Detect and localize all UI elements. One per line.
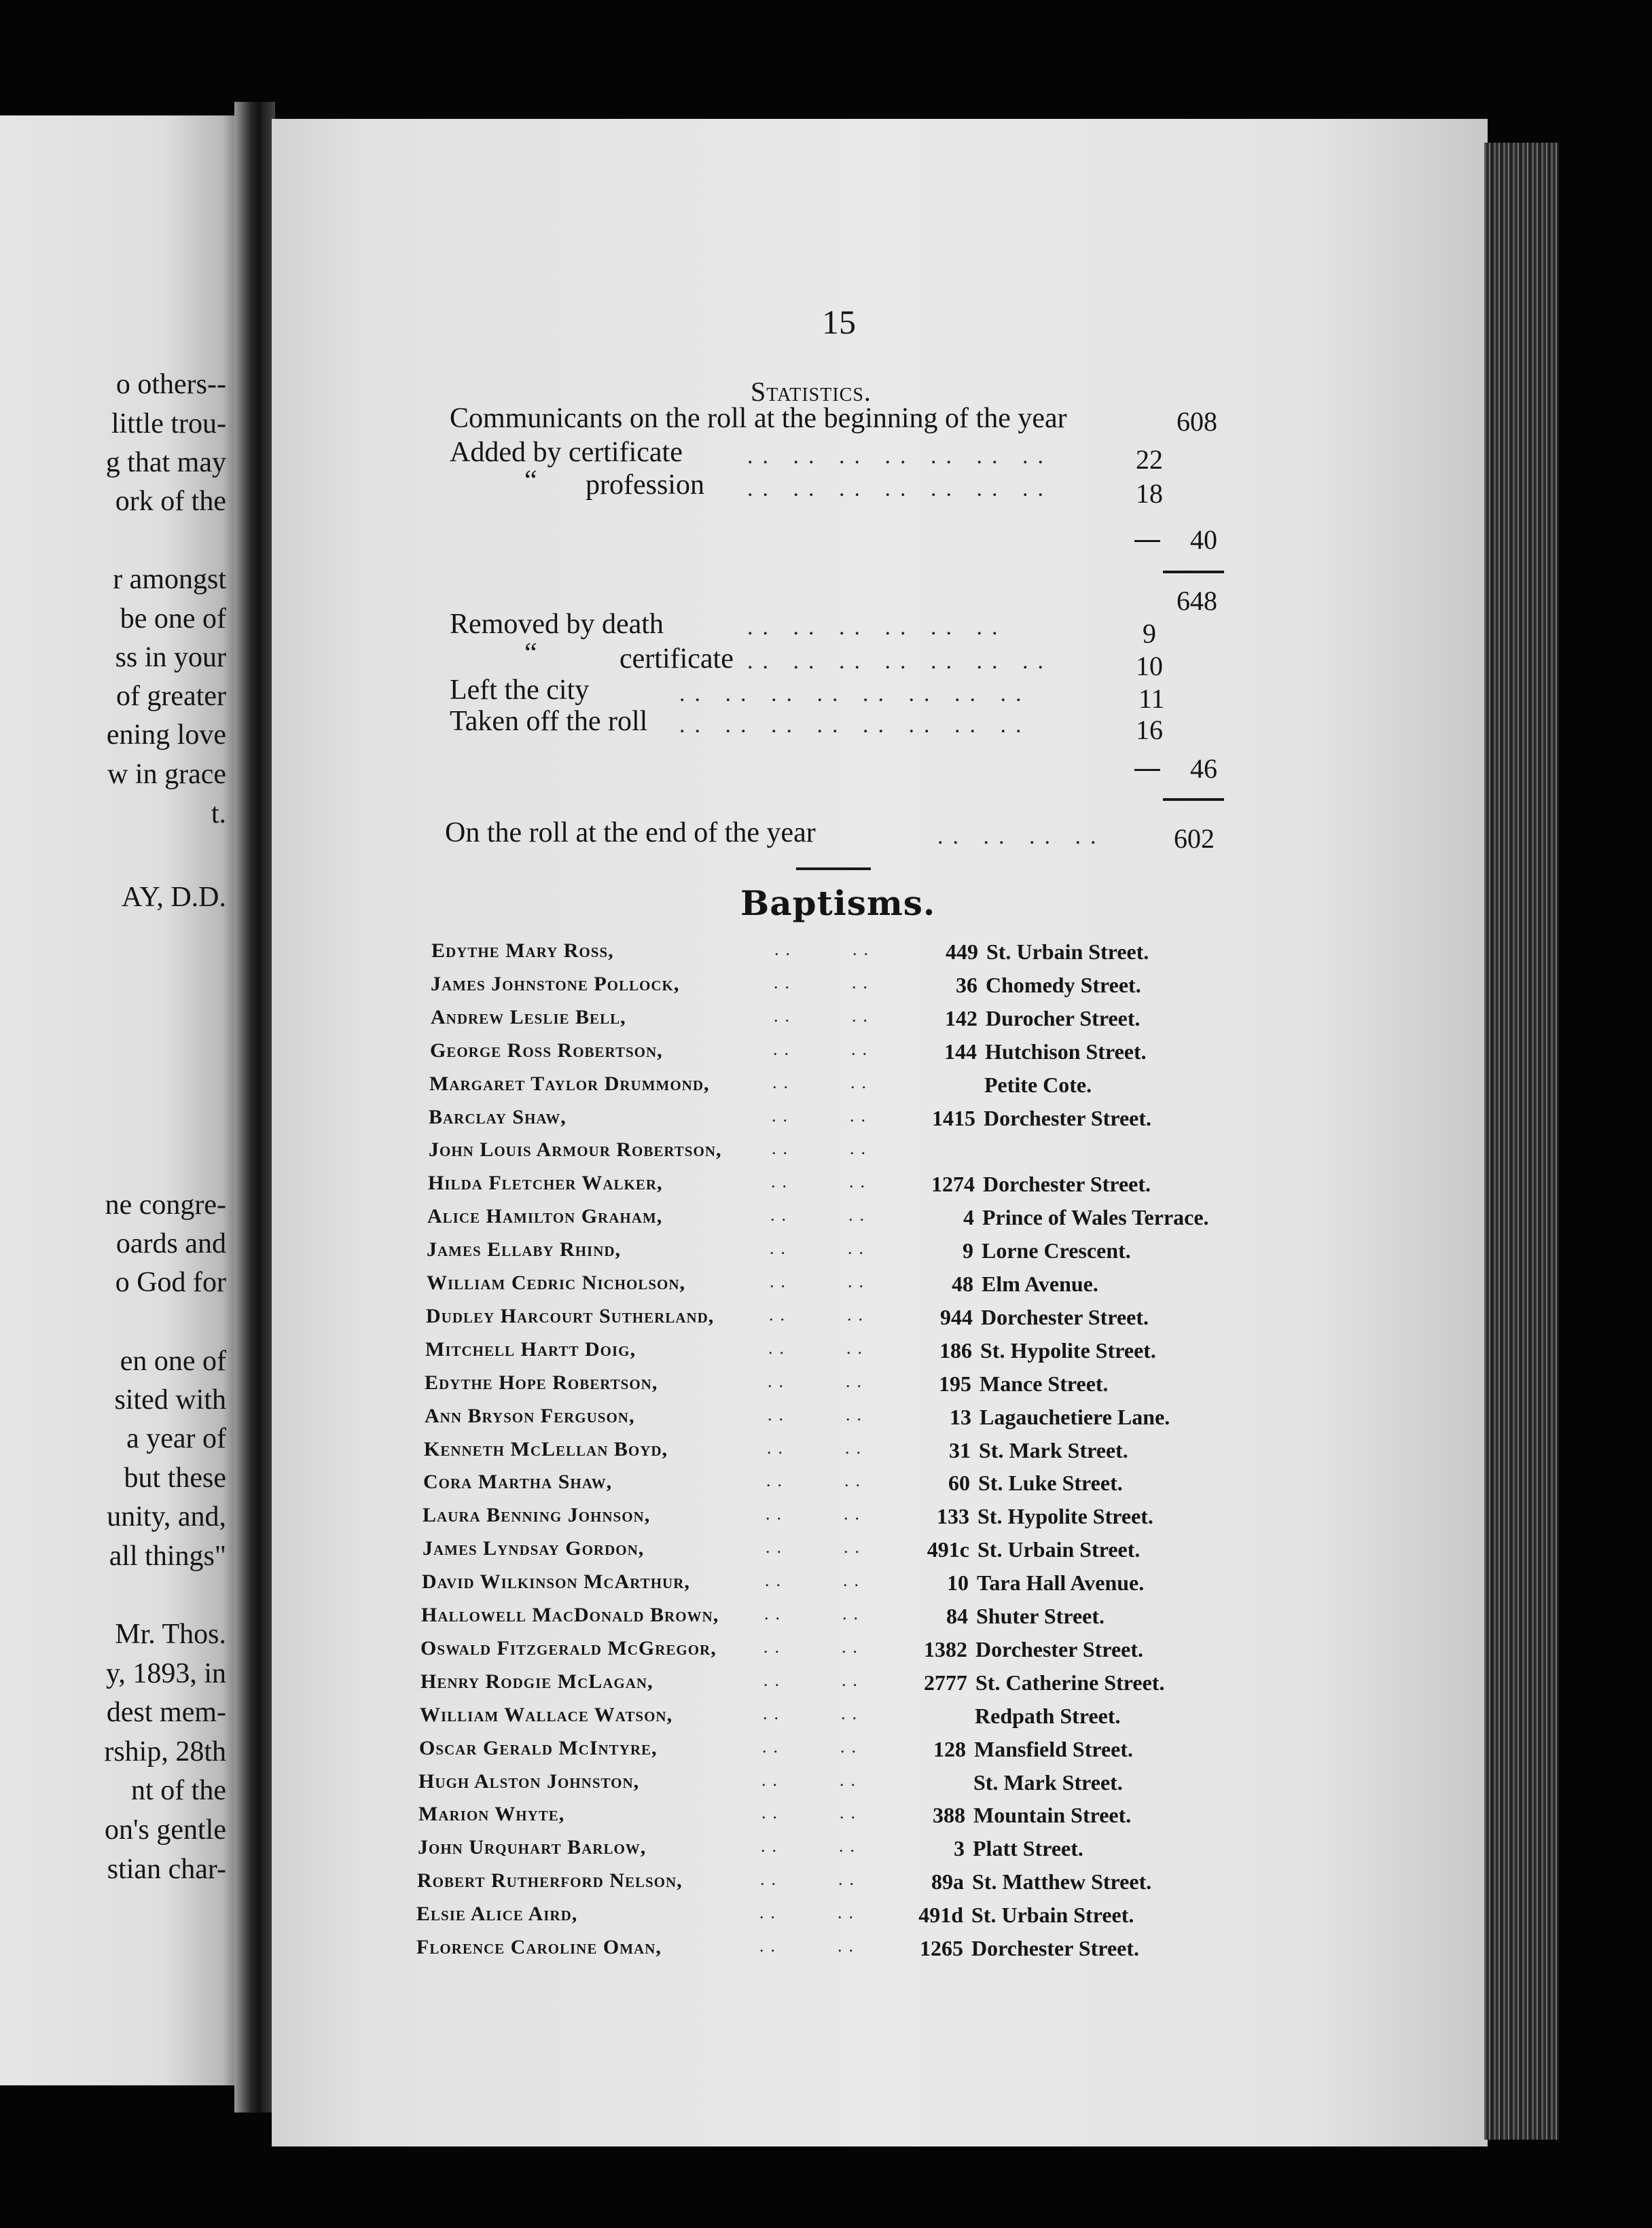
- leader-dots: ..: [838, 1936, 860, 1956]
- leader-dots: ..: [761, 1770, 784, 1790]
- leader-dots: ..: [766, 1471, 789, 1490]
- leader-dots: ..: [761, 1836, 783, 1856]
- house-number: 13: [950, 1405, 971, 1429]
- left-page-line: t.: [211, 798, 226, 829]
- left-page-line: of greater: [115, 681, 226, 712]
- baptisms-title: Baptisms.: [740, 883, 936, 923]
- left-page-line: nt of the: [131, 1775, 226, 1806]
- street-address: Tara Hall Avenue.: [977, 1570, 1145, 1595]
- leader-dots: ..: [770, 1238, 792, 1258]
- baptism-row: [272, 1537, 1488, 1570]
- baptism-name: William Cedric Nicholson,: [427, 1272, 686, 1294]
- leader-dots: ..: [769, 1305, 791, 1325]
- baptism-name: Henry Rodgie McLagan,: [420, 1670, 653, 1693]
- left-city-value: 11: [1138, 683, 1165, 714]
- baptism-name: Oswald Fitzgerald McGregor,: [420, 1637, 717, 1659]
- leader-dots: ..: [845, 1438, 867, 1458]
- house-number: 48: [952, 1272, 973, 1296]
- left-page-line: a year of: [126, 1423, 226, 1454]
- house-number: 195: [939, 1371, 971, 1396]
- leader-dots: ..: [768, 1371, 790, 1391]
- house-number: 142: [945, 1006, 977, 1030]
- leader-dots: .. .. .. .. .. ..: [747, 615, 1007, 640]
- leader-dots: ..: [772, 1073, 795, 1092]
- leader-dots: ..: [852, 939, 875, 959]
- leader-dots: ..: [844, 1537, 866, 1557]
- leader-dots: ..: [774, 1006, 796, 1026]
- baptism-row: [272, 973, 1488, 1005]
- leader-dots: ..: [852, 973, 874, 992]
- street-address: St. Luke Street.: [978, 1471, 1123, 1495]
- leader-dots: ..: [774, 939, 797, 959]
- leader-dots: ..: [840, 1770, 862, 1790]
- street-address: Dorchester Street.: [975, 1637, 1144, 1661]
- street-address: Elm Avenue.: [982, 1272, 1098, 1296]
- street-address: Dorchester Street.: [981, 1305, 1149, 1329]
- baptism-name: Margaret Taylor Drummond,: [429, 1073, 710, 1095]
- leader-dots: ..: [762, 1737, 785, 1757]
- baptism-name: Hugh Alston Johnston,: [418, 1770, 640, 1793]
- left-page-line: g that may: [105, 447, 226, 478]
- street-address: Mountain Street.: [973, 1803, 1132, 1827]
- baptism-row: [272, 1670, 1488, 1703]
- leader-dots: ..: [852, 1006, 874, 1026]
- street-address: Shuter Street.: [976, 1604, 1105, 1628]
- street-address: St. Hypolite Street.: [977, 1504, 1153, 1528]
- baptism-name: Edythe Hope Robertson,: [425, 1371, 658, 1394]
- leader-dots: ..: [849, 1172, 872, 1191]
- left-page-line: but these: [124, 1462, 226, 1494]
- leader-dots: ..: [771, 1172, 793, 1191]
- street-address: Dorchester Street.: [984, 1106, 1152, 1130]
- street-address: Redpath Street.: [975, 1704, 1121, 1728]
- baptism-row: [272, 939, 1488, 972]
- house-number: 491c: [927, 1537, 969, 1562]
- house-number: 9: [963, 1238, 973, 1263]
- street-address: St. Hypolite Street.: [980, 1338, 1156, 1363]
- house-number: 186: [939, 1338, 972, 1363]
- removed-total: 46: [1190, 753, 1217, 784]
- removed-death-value: 9: [1143, 618, 1156, 649]
- leader-dots: .. .. .. .. .. .. .. ..: [679, 713, 1031, 738]
- baptism-row: [272, 1903, 1488, 1935]
- leader-dots: ..: [764, 1637, 786, 1657]
- left-page-text: [0, 115, 234, 2085]
- sum-rule: [1163, 798, 1224, 801]
- left-page-line: stian char-: [107, 1854, 226, 1885]
- house-number: 84: [946, 1604, 968, 1628]
- street-address: Lagauchetiere Lane.: [980, 1405, 1170, 1429]
- baptism-row: [272, 1438, 1488, 1471]
- street-address: St. Urbain Street.: [971, 1903, 1134, 1927]
- leader-dots: ..: [838, 1903, 860, 1922]
- house-number: 388: [933, 1803, 965, 1827]
- baptism-row: [272, 1836, 1488, 1869]
- removed-certificate-value: 10: [1136, 651, 1163, 681]
- baptism-name: Cora Martha Shaw,: [423, 1471, 613, 1493]
- baptism-row: [272, 1704, 1488, 1736]
- street-address: Lorne Crescent.: [982, 1238, 1131, 1263]
- baptism-row: [272, 1272, 1488, 1304]
- added-certificate-value: 22: [1136, 444, 1163, 475]
- baptism-row: [272, 1305, 1488, 1337]
- house-number: 491d: [918, 1903, 963, 1927]
- house-number: 944: [940, 1305, 973, 1329]
- subtotal: 648: [1177, 586, 1217, 616]
- baptism-name: William Wallace Watson,: [420, 1704, 673, 1726]
- ditto-mark: “: [524, 638, 537, 669]
- street-address: St. Catherine Street.: [975, 1670, 1165, 1695]
- leader-dots: .. .. .. .. .. .. ..: [747, 649, 1053, 674]
- baptism-row: [272, 1172, 1488, 1204]
- baptism-name: Kenneth McLellan Boyd,: [424, 1438, 668, 1460]
- leader-dots: ..: [773, 1039, 795, 1059]
- left-page-line: all things": [109, 1541, 226, 1572]
- removed-certificate-label: certificate: [620, 643, 734, 675]
- leader-dots: .. .. .. .. .. .. ..: [747, 476, 1053, 501]
- baptism-row: [272, 1006, 1488, 1039]
- street-address: Chomedy Street.: [986, 973, 1141, 997]
- baptism-name: Hilda Fletcher Walker,: [428, 1172, 663, 1194]
- leader-dots: .. .. .. .. .. .. .. ..: [679, 681, 1031, 706]
- left-page-line: dest mem-: [106, 1697, 226, 1728]
- leader-dots: ..: [840, 1737, 863, 1757]
- street-address: Dorchester Street.: [983, 1172, 1151, 1196]
- baptism-row: [272, 1138, 1488, 1171]
- street-address: Hutchison Street.: [985, 1039, 1147, 1064]
- left-page-line: r amongst: [113, 564, 226, 595]
- baptism-row: [272, 1106, 1488, 1138]
- leader-dots: ..: [770, 1205, 793, 1225]
- baptism-name: Oscar Gerald McIntyre,: [419, 1737, 658, 1759]
- left-page-line: ss in your: [115, 642, 226, 673]
- leader-dots: ..: [766, 1537, 788, 1557]
- leader-dots: ..: [850, 1138, 872, 1158]
- house-number: 4: [963, 1205, 974, 1229]
- leader-dots: ..: [759, 1936, 782, 1956]
- leader-dots: ..: [839, 1836, 861, 1856]
- leader-dots: ..: [848, 1238, 870, 1258]
- taken-off-label: Taken off the roll: [450, 706, 648, 737]
- end-label: On the roll at the end of the year: [445, 817, 816, 848]
- leader-dots: ..: [848, 1272, 870, 1291]
- left-page-line: AY, D.D.: [121, 882, 226, 913]
- house-number: 36: [956, 973, 977, 997]
- left-page-line: o others--: [115, 369, 226, 400]
- baptism-name: John Urquhart Barlow,: [418, 1836, 647, 1858]
- leader-dots: ..: [840, 1803, 862, 1822]
- leader-dots: ..: [847, 1305, 869, 1325]
- left-page-line: be one of: [120, 603, 226, 634]
- baptism-row: [272, 1570, 1488, 1603]
- street-address: Platt Street.: [973, 1836, 1083, 1861]
- leader-dots: ..: [764, 1604, 787, 1623]
- added-certificate-label: Added by certificate: [450, 437, 683, 468]
- baptism-name: Dudley Harcourt Sutherland,: [426, 1305, 715, 1327]
- leader-dots: ..: [846, 1338, 869, 1358]
- baptism-name: John Louis Armour Robertson,: [429, 1138, 722, 1161]
- baptism-name: Mitchell Hartt Doig,: [425, 1338, 636, 1361]
- street-address: Mance Street.: [980, 1371, 1109, 1396]
- leader-dots: ..: [841, 1704, 863, 1723]
- leader-dots: ..: [761, 1803, 784, 1822]
- street-address: Petite Cote.: [984, 1073, 1092, 1097]
- baptism-name: James Johnstone Pollock,: [431, 973, 680, 995]
- baptism-name: Andrew Leslie Bell,: [431, 1006, 626, 1028]
- house-number: 133: [937, 1504, 969, 1528]
- street-address: Durocher Street.: [986, 1006, 1141, 1030]
- leader-dots: ..: [842, 1670, 864, 1690]
- leader-dots: .. .. .. ..: [937, 824, 1106, 849]
- baptism-row: [272, 1073, 1488, 1105]
- baptism-name: Marion Whyte,: [418, 1803, 565, 1825]
- leader-dots: ..: [768, 1405, 790, 1424]
- house-number: 89a: [931, 1869, 964, 1894]
- left-page-line: Mr. Thos.: [115, 1619, 226, 1650]
- page-number: 15: [822, 303, 856, 341]
- baptism-row: [272, 1371, 1488, 1404]
- taken-off-value: 16: [1136, 715, 1163, 745]
- house-number: 3: [954, 1836, 965, 1861]
- communicants-value: 608: [1177, 406, 1217, 437]
- left-page-line: on's gentle: [104, 1814, 226, 1846]
- baptism-name: Barclay Shaw,: [429, 1106, 567, 1128]
- baptism-name: James Lyndsay Gordon,: [423, 1537, 645, 1560]
- leader-dots: ..: [772, 1106, 794, 1126]
- house-number: 128: [933, 1737, 966, 1761]
- sum-rule: [1163, 571, 1224, 573]
- house-number: 10: [947, 1570, 969, 1595]
- baptism-name: Florence Caroline Oman,: [416, 1936, 662, 1958]
- leader-dots: ..: [850, 1106, 872, 1126]
- baptism-row: [272, 1770, 1488, 1803]
- leader-dots: ..: [768, 1338, 791, 1358]
- leader-dots: ..: [760, 1869, 783, 1889]
- statistics-title: Statistics.: [751, 376, 872, 407]
- house-number: 144: [944, 1039, 977, 1064]
- book-gutter: [234, 102, 275, 2113]
- left-page-line: unity, and,: [107, 1501, 226, 1532]
- street-address: Mansfield Street.: [974, 1737, 1134, 1761]
- baptism-row: [272, 1205, 1488, 1238]
- house-number: 1265: [920, 1936, 963, 1960]
- street-address: St. Urbain Street.: [977, 1537, 1141, 1562]
- baptism-name: George Ross Robertson,: [430, 1039, 663, 1062]
- right-page: [272, 119, 1488, 2146]
- house-number: 31: [949, 1438, 971, 1462]
- left-page-line: little trou-: [111, 408, 226, 439]
- baptism-row: [272, 1637, 1488, 1670]
- baptism-row: [272, 1803, 1488, 1835]
- baptism-name: Hallowell MacDonald Brown,: [421, 1604, 719, 1626]
- left-page-line: sited with: [114, 1384, 226, 1416]
- house-number: 2777: [924, 1670, 967, 1695]
- removed-death-label: Removed by death: [450, 609, 664, 640]
- leader-dots: ..: [764, 1670, 786, 1690]
- baptism-name: James Ellaby Rhind,: [427, 1238, 622, 1261]
- added-profession-value: 18: [1136, 478, 1163, 509]
- leader-dots: ..: [846, 1371, 868, 1391]
- baptism-row: [272, 1405, 1488, 1437]
- baptism-name: Ann Bryson Ferguson,: [425, 1405, 635, 1427]
- baptism-row: [272, 1238, 1488, 1271]
- baptism-row: [272, 1869, 1488, 1902]
- baptism-row: [272, 1504, 1488, 1537]
- street-address: Prince of Wales Terrace.: [982, 1205, 1209, 1229]
- baptism-row: [272, 1936, 1488, 1969]
- leader-dots: ..: [767, 1438, 789, 1458]
- house-number: 1382: [924, 1637, 967, 1661]
- baptism-row: [272, 1604, 1488, 1636]
- baptism-name: Robert Rutherford Nelson,: [417, 1869, 683, 1892]
- left-page-line: ork of the: [115, 486, 226, 517]
- street-address: Dorchester Street.: [971, 1936, 1140, 1960]
- leader-dots: ..: [844, 1471, 867, 1490]
- left-page-line: ne congre-: [105, 1189, 226, 1221]
- left-city-label: Left the city: [450, 675, 590, 706]
- house-number: 1274: [931, 1172, 975, 1196]
- left-page-line: o God for: [115, 1267, 226, 1298]
- end-value: 602: [1174, 823, 1215, 854]
- leader-dots: ..: [843, 1570, 865, 1590]
- page-edges: [1484, 143, 1559, 2140]
- section-rule: [796, 867, 871, 870]
- baptism-name: Elsie Alice Aird,: [416, 1903, 578, 1925]
- street-address: St. Urbain Street.: [986, 939, 1149, 964]
- added-profession-label: profession: [586, 469, 704, 501]
- left-page-line: w in grace: [107, 759, 226, 790]
- baptism-row: [272, 1338, 1488, 1371]
- left-page-line: oards and: [115, 1228, 226, 1259]
- house-number: 449: [946, 939, 978, 964]
- baptism-name: David Wilkinson McArthur,: [422, 1570, 690, 1593]
- left-page-line: y, 1893, in: [106, 1658, 226, 1689]
- leader-dots: ..: [838, 1869, 861, 1889]
- dash: [1134, 540, 1160, 542]
- left-page-line: ening love: [106, 719, 226, 751]
- baptism-row: [272, 1737, 1488, 1769]
- leader-dots: ..: [842, 1637, 864, 1657]
- ditto-mark: “: [524, 465, 537, 497]
- baptism-row: [272, 1471, 1488, 1503]
- street-address: St. Matthew Street.: [972, 1869, 1152, 1894]
- leader-dots: ..: [772, 1138, 794, 1158]
- house-number: 60: [948, 1471, 970, 1495]
- leader-dots: ..: [842, 1604, 865, 1623]
- leader-dots: ..: [765, 1570, 787, 1590]
- street-address: St. Mark Street.: [973, 1770, 1123, 1795]
- leader-dots: ..: [766, 1504, 788, 1524]
- left-page-line: rship, 28th: [104, 1736, 226, 1767]
- added-total: 40: [1190, 524, 1217, 555]
- leader-dots: ..: [851, 1039, 874, 1059]
- leader-dots: ..: [759, 1903, 782, 1922]
- leader-dots: ..: [763, 1704, 785, 1723]
- leader-dots: ..: [770, 1272, 792, 1291]
- dash: [1134, 769, 1160, 771]
- baptism-name: Alice Hamilton Graham,: [427, 1205, 663, 1227]
- baptism-row: [272, 1039, 1488, 1072]
- communicants-label: Communicants on the roll at the beginning of the year: [450, 403, 1067, 434]
- leader-dots: .. .. .. .. .. .. ..: [747, 444, 1053, 469]
- leader-dots: ..: [774, 973, 796, 992]
- baptism-name: Laura Benning Johnson,: [423, 1504, 651, 1526]
- leader-dots: ..: [848, 1205, 871, 1225]
- leader-dots: ..: [850, 1073, 873, 1092]
- left-page: [0, 115, 234, 2085]
- leader-dots: ..: [844, 1504, 866, 1524]
- street-address: St. Mark Street.: [979, 1438, 1128, 1462]
- house-number: 1415: [932, 1106, 975, 1130]
- baptism-name: Edythe Mary Ross,: [431, 939, 614, 962]
- leader-dots: ..: [846, 1405, 868, 1424]
- left-page-line: en one of: [120, 1346, 226, 1377]
